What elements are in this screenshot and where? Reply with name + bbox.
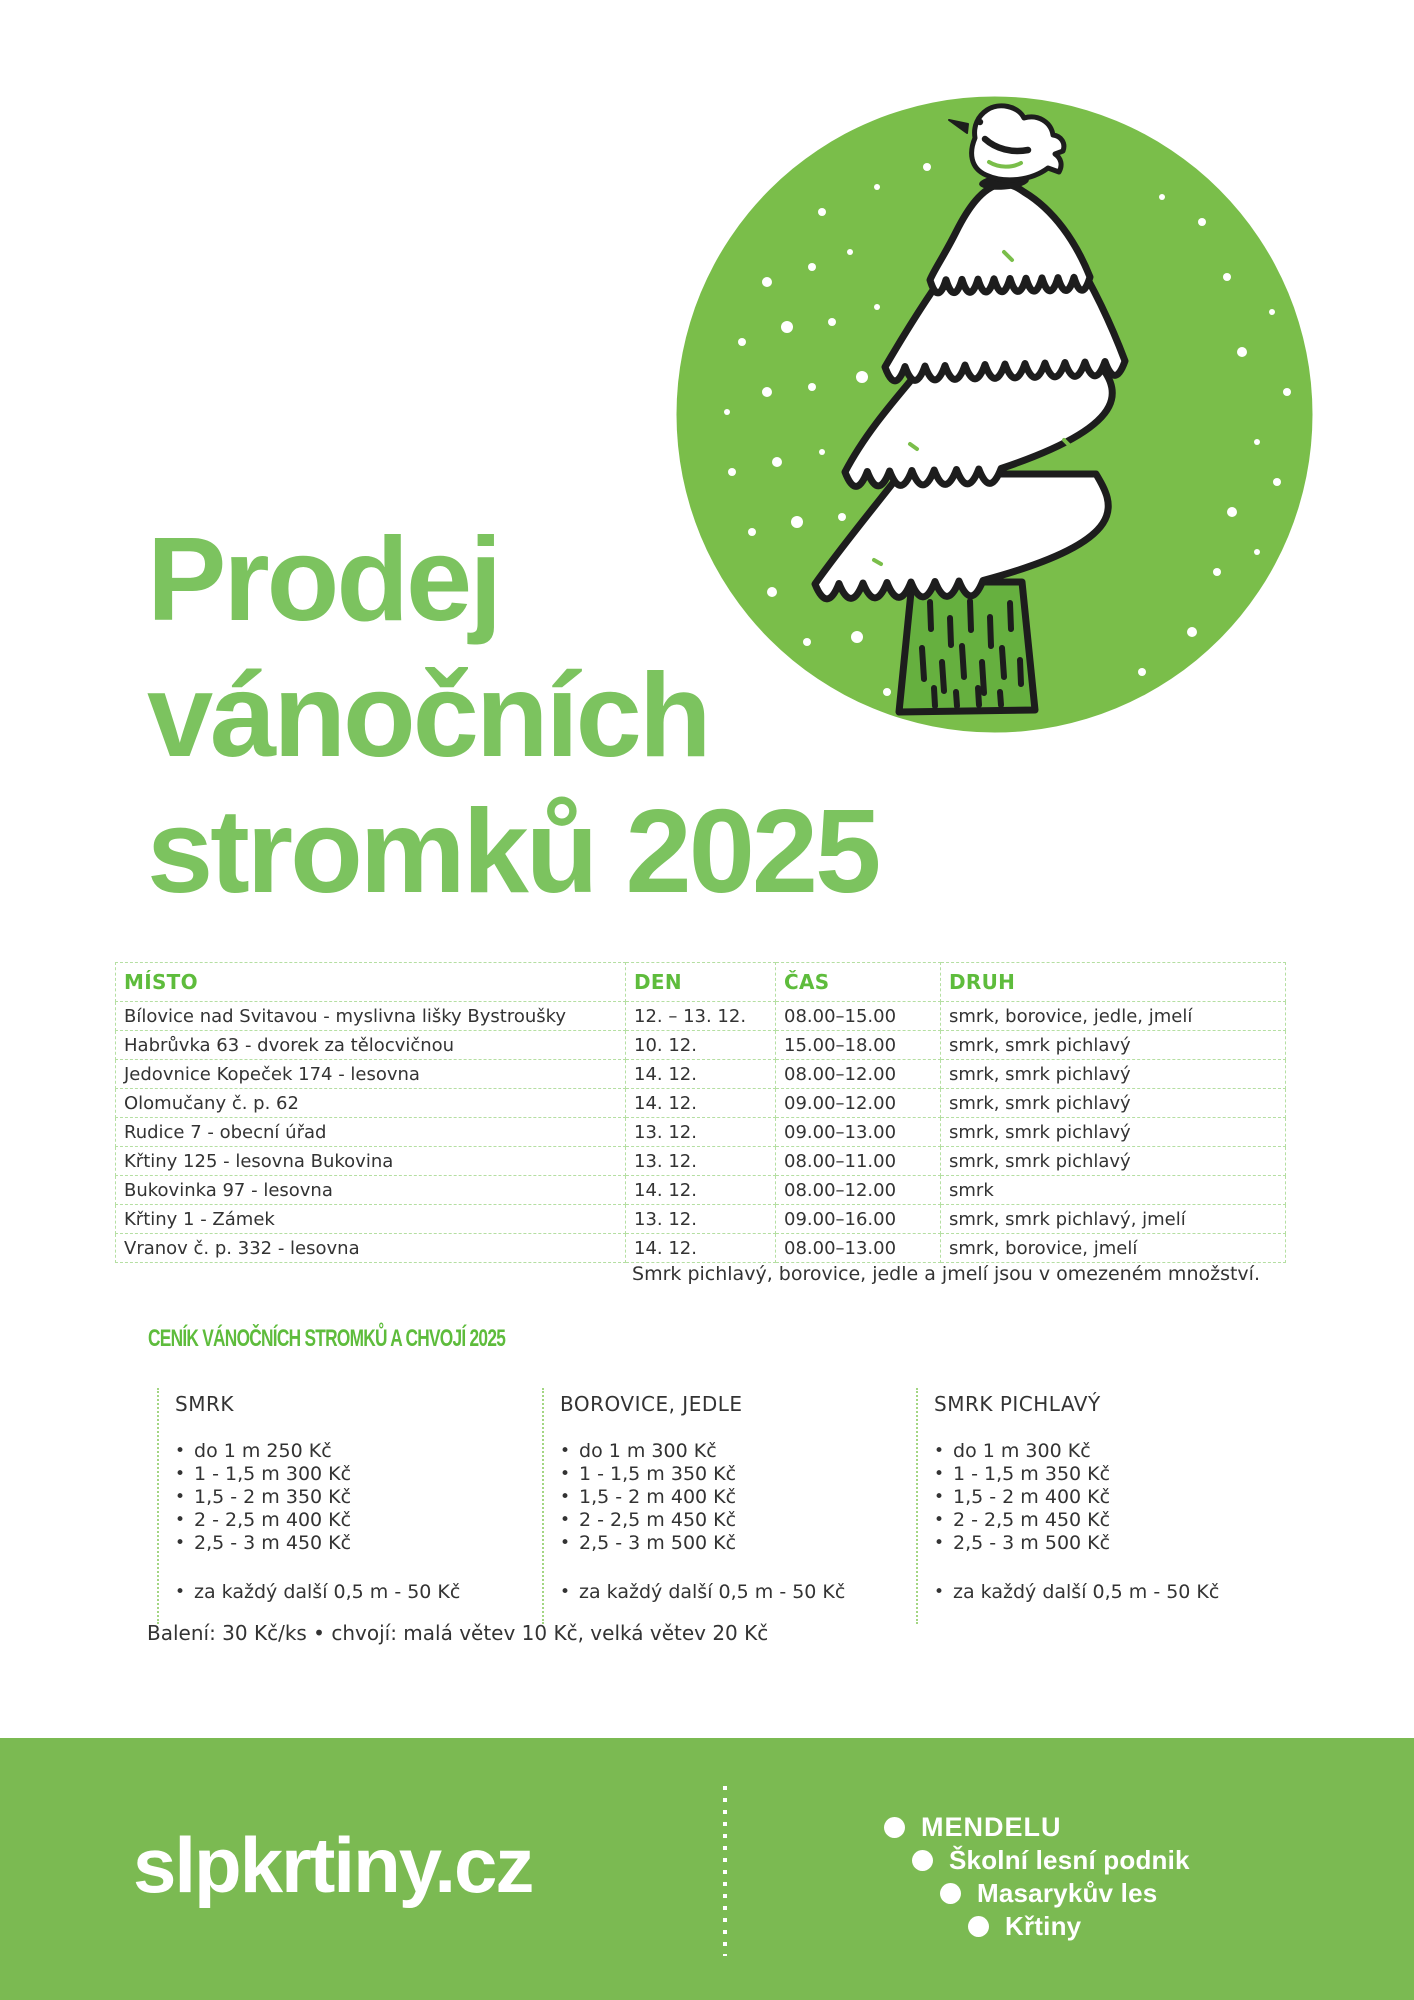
org-logo-line [912, 1844, 1190, 1877]
availability-note: Smrk pichlavý, borovice, jedle a jmelí jsou v omezeném množství. [632, 1263, 1260, 1285]
price-item [175, 1509, 542, 1532]
table-row [116, 1176, 1286, 1205]
table-cell: Křtiny 125 - lesovna Bukovina [116, 1147, 626, 1176]
price-item [175, 1463, 542, 1486]
table-cell: 13. 12. [626, 1205, 776, 1234]
price-item [934, 1486, 1297, 1509]
bullet-icon: • [175, 1464, 186, 1484]
price-item-text: 2,5 - 3 m 500 Kč [579, 1532, 737, 1554]
bullet-icon: • [934, 1487, 945, 1507]
title-line-3: stromků 2025 [147, 785, 879, 918]
price-item [175, 1486, 542, 1509]
price-item-text: 1 - 1,5 m 350 Kč [579, 1463, 737, 1485]
table-cell: 10. 12. [626, 1031, 776, 1060]
bullet-icon: • [175, 1582, 186, 1602]
page-title [147, 512, 878, 920]
table-cell: 14. 12. [626, 1234, 776, 1263]
website-text: slpkrtiny.cz [133, 1821, 533, 1909]
price-item-text: 2 - 2,5 m 400 Kč [194, 1509, 352, 1531]
price-column [916, 1388, 1297, 1624]
table-cell: smrk, smrk pichlavý, jmelí [941, 1205, 1286, 1234]
price-item-text: 2 - 2,5 m 450 Kč [579, 1509, 737, 1531]
org-logo [884, 1811, 1190, 1943]
table-cell: smrk, borovice, jmelí [941, 1234, 1286, 1263]
table-cell: 08.00–11.00 [776, 1147, 941, 1176]
table-cell: smrk, smrk pichlavý [941, 1147, 1286, 1176]
price-item-text: 1,5 - 2 m 400 Kč [579, 1486, 737, 1508]
org-logo-text: Křtiny [1005, 1911, 1082, 1941]
table-row [116, 1147, 1286, 1176]
price-item-text: 1,5 - 2 m 350 Kč [194, 1486, 352, 1508]
price-list-heading: CENÍK VÁNOČNÍCH STROMKŮ A CHVOJÍ 2025 [148, 1325, 506, 1352]
table-cell: Habrůvka 63 - dvorek za tělocvičnou [116, 1031, 626, 1060]
table-cell: 13. 12. [626, 1118, 776, 1147]
price-item-text: 2,5 - 3 m 500 Kč [953, 1532, 1111, 1554]
org-logo-line [940, 1877, 1190, 1910]
price-item-text: 1 - 1,5 m 350 Kč [953, 1463, 1111, 1485]
table-cell: 09.00–16.00 [776, 1205, 941, 1234]
bullet-icon: • [560, 1533, 571, 1553]
bullet-icon: • [175, 1533, 186, 1553]
table-cell: Vranov č. p. 332 - lesovna [116, 1234, 626, 1263]
bullet-icon: • [934, 1582, 945, 1602]
table-cell: smrk, borovice, jedle, jmelí [941, 1002, 1286, 1031]
table-cell: Rudice 7 - obecní úřad [116, 1118, 626, 1147]
price-item [934, 1463, 1297, 1486]
price-item [560, 1532, 916, 1555]
bullet-icon: • [175, 1441, 186, 1461]
price-item [560, 1463, 916, 1486]
price-column [157, 1388, 542, 1624]
schedule-table [115, 962, 1286, 1263]
table-cell: 08.00–15.00 [776, 1002, 941, 1031]
column-header-cas: ČAS [776, 963, 941, 1002]
price-extra-item [934, 1581, 1297, 1604]
bullet-icon: • [560, 1487, 571, 1507]
circle-bullet-icon [968, 1916, 989, 1937]
circle-bullet-icon [940, 1883, 961, 1904]
bullet-icon: • [175, 1510, 186, 1530]
column-header-druh: DRUH [941, 963, 1286, 1002]
table-cell: Křtiny 1 - Zámek [116, 1205, 626, 1234]
bullet-icon: • [560, 1441, 571, 1461]
bullet-icon: • [934, 1441, 945, 1461]
bullet-icon: • [934, 1464, 945, 1484]
price-item-text: do 1 m 250 Kč [194, 1440, 332, 1462]
org-logo-line [968, 1910, 1190, 1943]
table-cell: 08.00–12.00 [776, 1176, 941, 1205]
bullet-icon: • [934, 1510, 945, 1530]
table-cell: smrk, smrk pichlavý [941, 1089, 1286, 1118]
price-item-text: 2,5 - 3 m 450 Kč [194, 1532, 352, 1554]
bullet-icon: • [560, 1582, 571, 1602]
table-cell: Jedovnice Kopeček 174 - lesovna [116, 1060, 626, 1089]
price-extra-text: za každý další 0,5 m - 50 Kč [194, 1581, 461, 1603]
table-cell: smrk, smrk pichlavý [941, 1060, 1286, 1089]
table-cell: 13. 12. [626, 1147, 776, 1176]
price-item [175, 1440, 542, 1463]
table-cell: Bílovice nad Svitavou - myslivna lišky Bystroušky [116, 1002, 626, 1031]
table-row [116, 1089, 1286, 1118]
table-cell: 14. 12. [626, 1089, 776, 1118]
packaging-note: Balení: 30 Kč/ks • chvojí: malá větev 10 Kč, velká větev 20 Kč [147, 1621, 769, 1645]
price-columns [157, 1388, 1297, 1624]
price-item-text: 1 - 1,5 m 300 Kč [194, 1463, 352, 1485]
table-cell: Olomučany č. p. 62 [116, 1089, 626, 1118]
price-item [560, 1509, 916, 1532]
table-cell: 15.00–18.00 [776, 1031, 941, 1060]
price-item [560, 1486, 916, 1509]
bullet-icon: • [175, 1487, 186, 1507]
table-cell: 14. 12. [626, 1060, 776, 1089]
table-cell: 09.00–13.00 [776, 1118, 941, 1147]
title-line-2: vánočních [147, 649, 709, 782]
price-extra-item [560, 1581, 916, 1604]
bird-eye [977, 119, 983, 125]
table-cell: 08.00–12.00 [776, 1060, 941, 1089]
table-cell: 14. 12. [626, 1176, 776, 1205]
price-item [175, 1532, 542, 1555]
org-logo-text: Školní lesní podnik [949, 1845, 1190, 1875]
table-cell: 08.00–13.00 [776, 1234, 941, 1263]
table-cell: smrk, smrk pichlavý [941, 1118, 1286, 1147]
price-column [542, 1388, 916, 1624]
price-item-text: 1,5 - 2 m 400 Kč [953, 1486, 1111, 1508]
price-extra-item [175, 1581, 542, 1604]
table-row [116, 1234, 1286, 1263]
price-item [934, 1509, 1297, 1532]
price-column-heading: BOROVICE, JEDLE [560, 1392, 743, 1416]
table-row [116, 1002, 1286, 1031]
bullet-icon: • [934, 1533, 945, 1553]
table-cell: Bukovinka 97 - lesovna [116, 1176, 626, 1205]
org-logo-line [884, 1811, 1190, 1844]
price-item [934, 1440, 1297, 1463]
table-cell: 12. – 13. 12. [626, 1002, 776, 1031]
table-row [116, 1031, 1286, 1060]
price-item [934, 1532, 1297, 1555]
price-item-text: 2 - 2,5 m 450 Kč [953, 1509, 1111, 1531]
schedule-table-body [116, 1002, 1286, 1263]
table-cell: smrk [941, 1176, 1286, 1205]
price-extra-text: za každý další 0,5 m - 50 Kč [579, 1581, 846, 1603]
circle-bullet-icon [884, 1817, 905, 1838]
org-logo-text: Masarykův les [977, 1878, 1158, 1908]
price-extra-text: za každý další 0,5 m - 50 Kč [953, 1581, 1220, 1603]
price-column-heading: SMRK [175, 1392, 234, 1416]
table-cell: 09.00–12.00 [776, 1089, 941, 1118]
bullet-icon: • [560, 1510, 571, 1530]
circle-bullet-icon [912, 1850, 933, 1871]
table-row [116, 1205, 1286, 1234]
column-header-misto: MÍSTO [116, 963, 626, 1002]
bullet-icon: • [560, 1464, 571, 1484]
column-header-den: DEN [626, 963, 776, 1002]
title-line-1: Prodej [147, 513, 500, 646]
org-logo-text: MENDELU [921, 1812, 1062, 1842]
price-item [560, 1440, 916, 1463]
footer-dotted-divider [723, 1786, 727, 1956]
price-item-text: do 1 m 300 Kč [579, 1440, 717, 1462]
price-column-heading: SMRK PICHLAVÝ [934, 1392, 1101, 1416]
schedule-header-row [116, 963, 1286, 1002]
table-cell: smrk, smrk pichlavý [941, 1031, 1286, 1060]
table-row [116, 1118, 1286, 1147]
price-item-text: do 1 m 300 Kč [953, 1440, 1091, 1462]
table-row [116, 1060, 1286, 1089]
